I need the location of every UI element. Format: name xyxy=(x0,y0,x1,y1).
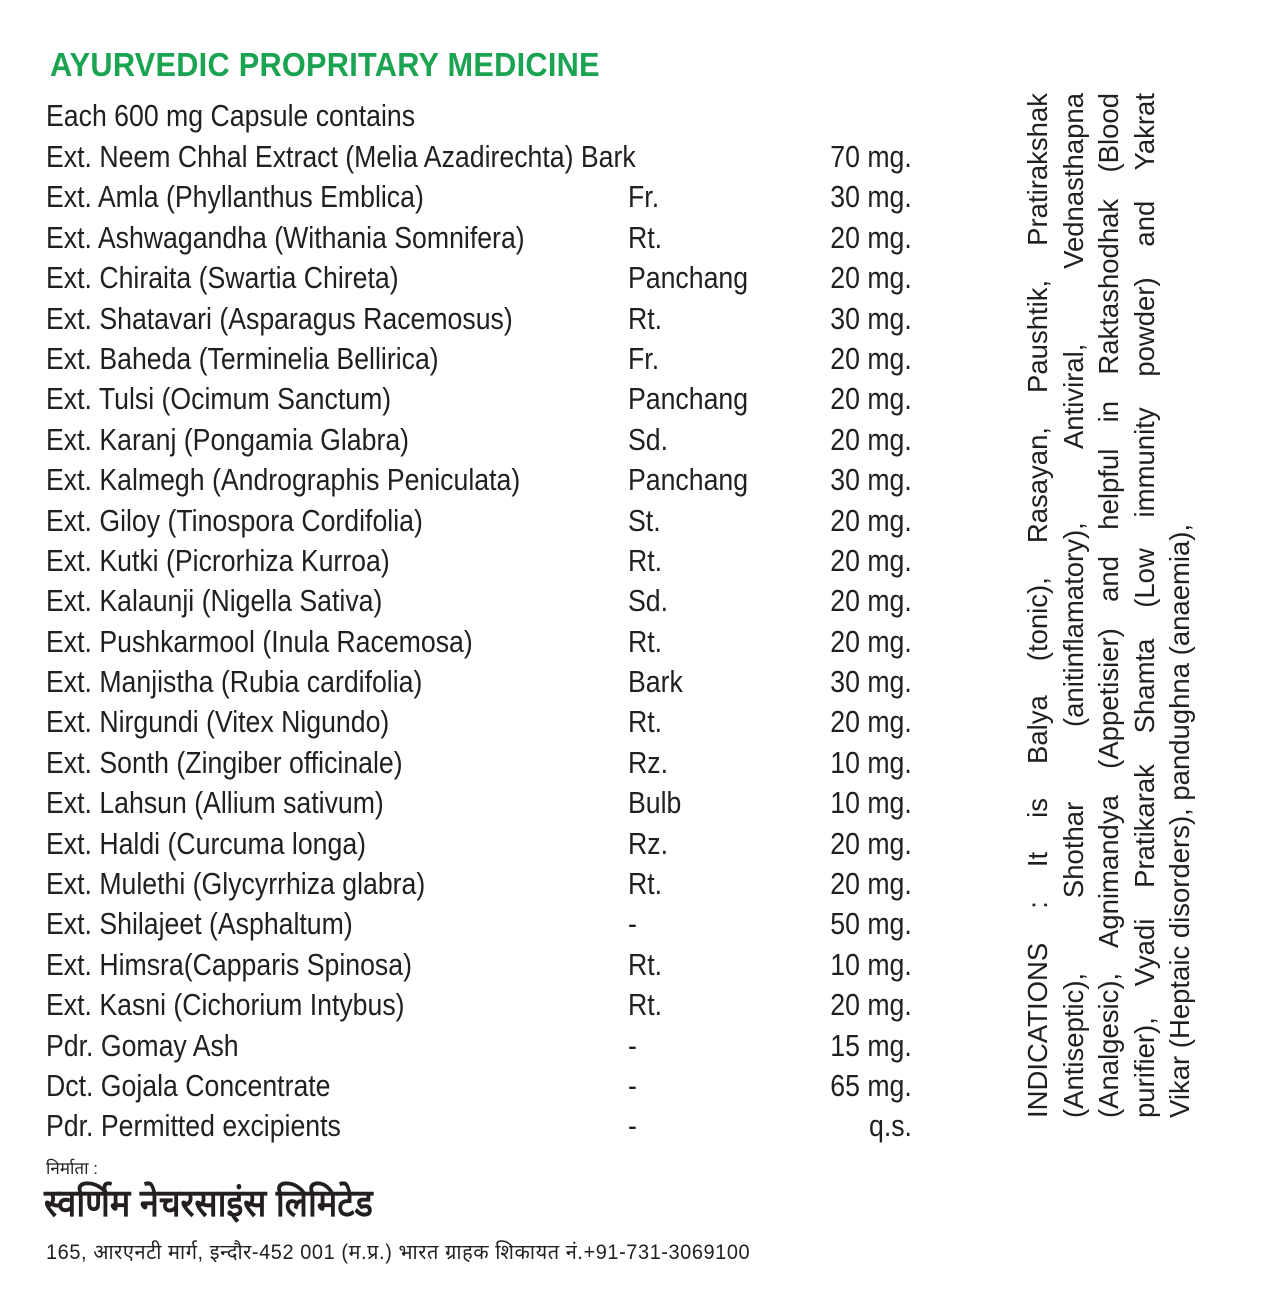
ingredient-row xyxy=(46,622,916,662)
manufacturer-name: स्वर्णिम नेचरसाइंस लिमिटेड xyxy=(44,1183,373,1225)
composition-intro: Each 600 mg Capsule contains xyxy=(46,98,416,133)
ingredient-quantity: 20 mg. xyxy=(830,987,912,1023)
ingredient-name: Dct. Gojala Concentrate xyxy=(46,1067,331,1103)
ingredient-quantity: 30 mg. xyxy=(830,179,912,215)
ingredient-quantity: 30 mg. xyxy=(830,462,912,498)
ingredient-part: St. xyxy=(628,502,661,538)
ingredient-name: Ext. Kalaunji (Nigella Sativa) xyxy=(46,583,383,619)
manufacturer-address: 165, आरएनटी मार्ग, इन्दौर-452 001 (म.प्र.) भारत ग्राहक शिकायत नं.+91-731-3069100 xyxy=(46,1241,751,1264)
ingredient-row xyxy=(46,460,916,500)
ingredient-part: Bark xyxy=(628,664,683,700)
ingredient-name: Ext. Tulsi (Ocimum Sanctum) xyxy=(46,381,392,417)
ingredient-row xyxy=(46,581,916,621)
indications-line: (Analgesic), Agnimandya (Appetisier) and helpful in Raktashodhak (Blood xyxy=(1093,93,1124,1118)
ingredient-name: Ext. Shatavari (Asparagus Racemosus) xyxy=(46,300,513,336)
ingredient-name: Ext. Kalmegh (Andrographis Peniculata) xyxy=(46,462,521,498)
ingredient-quantity: 65 mg. xyxy=(830,1067,912,1103)
ingredient-quantity: 20 mg. xyxy=(830,825,912,861)
ingredient-row xyxy=(46,501,916,541)
ingredient-quantity: 20 mg. xyxy=(830,583,912,619)
ingredient-part: Fr. xyxy=(628,340,660,376)
ingredient-row xyxy=(46,218,916,258)
ingredient-part: Rt. xyxy=(628,300,663,336)
ingredient-quantity: 50 mg. xyxy=(830,906,912,942)
ingredient-part: - xyxy=(628,1067,637,1103)
ingredient-part: Rt. xyxy=(628,704,663,740)
ingredient-part: - xyxy=(628,1027,637,1063)
ingredient-name: Ext. Shilajeet (Asphaltum) xyxy=(46,906,353,942)
ingredient-name: Ext. Neem Chhal Extract (Melia Azadirechta) Bark xyxy=(46,139,636,174)
ingredient-quantity: 30 mg. xyxy=(830,300,912,336)
ingredient-row xyxy=(46,662,916,702)
ingredient-row xyxy=(46,864,916,904)
indications-line: INDICATIONS : It is Balya (tonic), Rasayan, Paushtik, Pratirakshak xyxy=(1022,93,1053,1118)
ingredient-part: Rz. xyxy=(628,825,668,861)
ingredient-quantity: 30 mg. xyxy=(830,664,912,700)
ingredient-row xyxy=(46,299,916,339)
ingredient-part: Rt. xyxy=(628,987,663,1023)
ingredient-part: Rt. xyxy=(628,623,663,659)
ingredient-part: Panchang xyxy=(628,260,749,296)
ingredients-table xyxy=(46,137,916,1147)
ingredient-part: Rt. xyxy=(628,866,663,902)
ingredient-quantity: 20 mg. xyxy=(830,704,912,740)
ingredient-quantity: 70 mg. xyxy=(830,139,912,174)
ingredient-quantity: 20 mg. xyxy=(830,260,912,296)
ingredient-name: Ext. Manjistha (Rubia cardifolia) xyxy=(46,664,423,700)
ingredient-quantity: 20 mg. xyxy=(830,542,912,578)
ingredient-quantity: 10 mg. xyxy=(830,744,912,780)
ingredient-part: Fr. xyxy=(628,179,660,215)
ingredient-row xyxy=(46,783,916,823)
ingredient-quantity: 10 mg. xyxy=(830,946,912,982)
ingredient-row xyxy=(46,1026,916,1066)
ingredient-row xyxy=(46,824,916,864)
ingredient-part: Rt. xyxy=(628,219,663,255)
ingredient-part: Panchang xyxy=(628,381,749,417)
ingredient-row xyxy=(46,137,916,177)
ingredient-name: Ext. Ashwagandha (Withania Somnifera) xyxy=(46,219,525,255)
ingredient-name: Ext. Sonth (Zingiber officinale) xyxy=(46,744,403,780)
ingredient-quantity: 20 mg. xyxy=(830,219,912,255)
ingredient-part: Sd. xyxy=(628,583,669,619)
ingredient-part: Panchang xyxy=(628,462,749,498)
ingredient-name: Ext. Giloy (Tinospora Cordifolia) xyxy=(46,502,423,538)
indications-block xyxy=(1020,93,1198,1118)
ingredient-row xyxy=(46,743,916,783)
ingredient-row xyxy=(46,1106,916,1146)
ingredient-row xyxy=(46,1066,916,1106)
ingredient-quantity: 20 mg. xyxy=(830,340,912,376)
ingredient-name: Ext. Chiraita (Swartia Chireta) xyxy=(46,260,399,296)
ingredient-quantity: 20 mg. xyxy=(830,381,912,417)
ingredient-name: Ext. Kasni (Cichorium Intybus) xyxy=(46,987,405,1023)
ingredient-part: - xyxy=(628,1108,637,1144)
indications-line: Vikar (Heptaic disorders), pandughna (anaemia), xyxy=(1164,523,1195,1118)
ingredient-row xyxy=(46,945,916,985)
ingredient-quantity: 20 mg. xyxy=(830,623,912,659)
ingredient-row xyxy=(46,985,916,1025)
ingredient-name: Ext. Nirgundi (Vitex Nigundo) xyxy=(46,704,390,740)
ingredient-name: Ext. Baheda (Terminelia Bellirica) xyxy=(46,340,439,376)
ingredient-row xyxy=(46,541,916,581)
ingredient-row xyxy=(46,177,916,217)
indications-line: purifier), Vyadi Pratikarak Shamta (Low immunity powder) and Yakrat xyxy=(1128,93,1160,1118)
ingredient-part: Rt. xyxy=(628,946,663,982)
ingredient-part: Sd. xyxy=(628,421,669,457)
ingredient-part: Rz. xyxy=(628,744,668,780)
ingredient-quantity: 15 mg. xyxy=(830,1027,912,1063)
indications-line: (Antiseptic), Shothar (anitinflamatory), Antiviral, Vednasthapna xyxy=(1057,93,1089,1118)
ingredient-row xyxy=(46,420,916,460)
ingredient-name: Ext. Pushkarmool (Inula Racemosa) xyxy=(46,623,473,659)
ingredient-row xyxy=(46,258,916,298)
category-title: AYURVEDIC PROPRITARY MEDICINE xyxy=(50,46,600,83)
ingredient-part: Bulb xyxy=(628,785,682,821)
ingredient-name: Pdr. Permitted excipients xyxy=(46,1108,341,1144)
ingredient-name: Ext. Himsra(Capparis Spinosa) xyxy=(46,946,412,982)
ingredient-row xyxy=(46,904,916,944)
ingredient-quantity: q.s. xyxy=(869,1108,912,1144)
ingredient-name: Ext. Lahsun (Allium sativum) xyxy=(46,785,384,821)
manufacturer-label: निर्माता : xyxy=(46,1159,98,1178)
ingredient-name: Ext. Mulethi (Glycyrrhiza glabra) xyxy=(46,866,426,902)
ingredient-name: Ext. Amla (Phyllanthus Emblica) xyxy=(46,179,424,215)
ingredient-name: Ext. Haldi (Curcuma longa) xyxy=(46,825,367,861)
ingredient-part: Rt. xyxy=(628,542,663,578)
ingredient-quantity: 20 mg. xyxy=(830,421,912,457)
ingredient-quantity: 20 mg. xyxy=(830,866,912,902)
ingredient-name: Ext. Karanj (Pongamia Glabra) xyxy=(46,421,410,457)
ingredient-name: Pdr. Gomay Ash xyxy=(46,1027,239,1063)
ingredient-quantity: 20 mg. xyxy=(830,502,912,538)
ingredient-quantity: 10 mg. xyxy=(830,785,912,821)
ingredient-row xyxy=(46,339,916,379)
ingredient-part: - xyxy=(628,906,637,942)
ingredient-name: Ext. Kutki (Picrorhiza Kurroa) xyxy=(46,542,390,578)
ingredient-row xyxy=(46,379,916,419)
ingredient-row xyxy=(46,702,916,742)
